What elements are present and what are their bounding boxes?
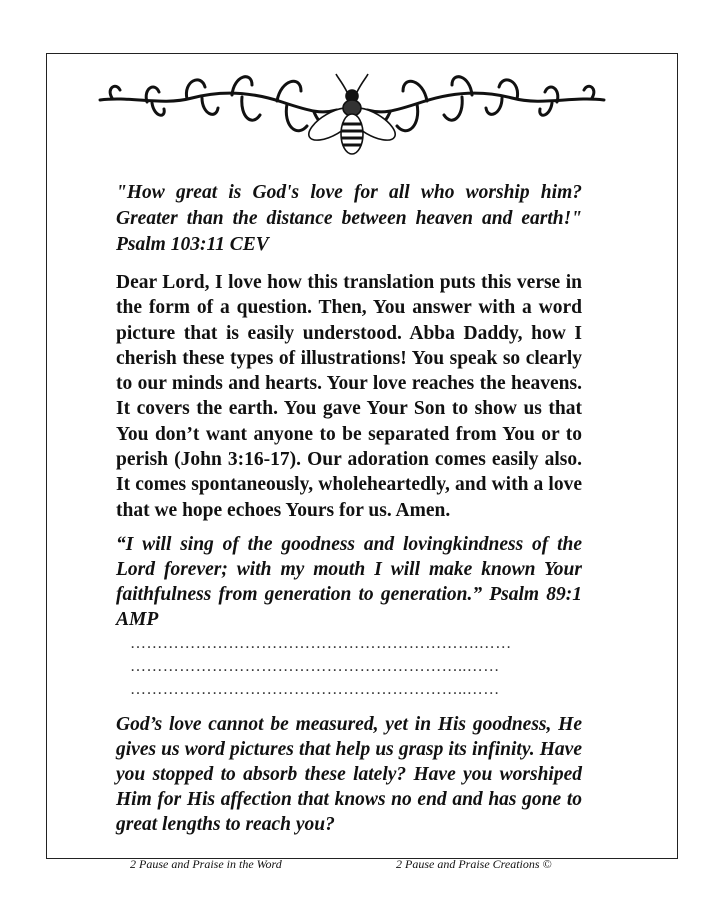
footer-right: 2 Pause and Praise Creations © [396,857,552,871]
opening-verse: "How great is God's love for all who worship him? Greater than the distance between heaven and earth!" Psalm 103:11 CEV [116,182,582,255]
footer-left: 2 Pause and Praise in the Word [130,857,282,871]
vine-bee-ornament [92,62,612,170]
prayer-paragraph: Dear Lord, I love how this translation puts this verse in the form of a question. Then, You answer with a word picture that is easily understood. Abba Daddy, how I cherish these types of illustrations! You speak so clearly to our minds and hearts. Your love reaches the heavens. It covers the earth. You gave Your Son to show us that You don’t want anyone to be separated from You or to perish (John 3:16-17). Our adoration comes easily also. It comes spontaneously, wholeheartedly, and with a love that we hope echoes Yours for us. Amen. [116,272,582,521]
reflection-paragraph: God’s love cannot be measured, yet in His goodness, He gives us word pictures that help us grasp its infinity. Have you stopped to absorb these lately? Have you worshiped Him for His affection that knows no end and has gone to great lengths to reach you? [116,714,582,835]
writing-line: ……………………………………………………….…… [130,635,512,652]
writing-line: ……………………………………………………..…… [130,658,500,675]
psalm-verse: “I will sing of the goodness and lovingkindness of the Lord forever; with my mouth I will make known Your faithfulness from generation to generation.” Psalm 89:1 AMP [116,534,582,630]
writing-lines [130,632,570,701]
writing-line: ……………………………………………………..…… [130,681,500,698]
